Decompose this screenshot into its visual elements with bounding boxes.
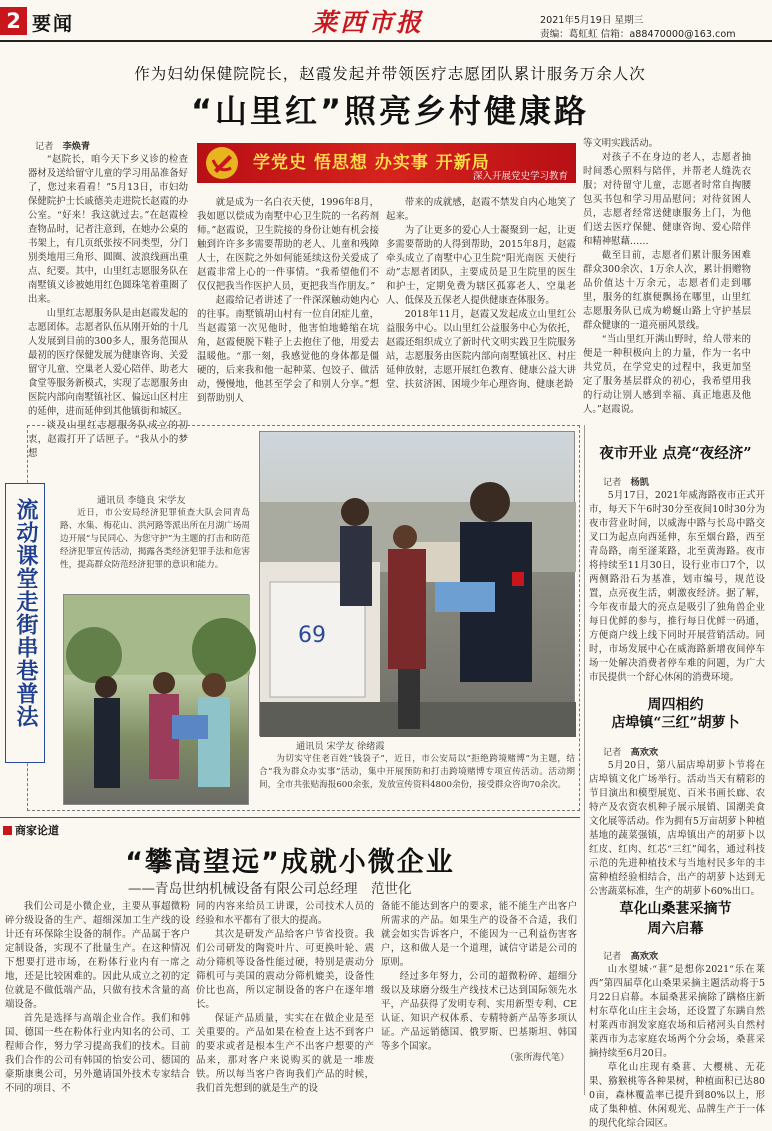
caption2-text: 为切实守住老百姓“钱袋子”，近日，市公安局以“拒绝跨境赌博”为主题，结合“我为群众办实事”活动，集中开展预防和打击跨境赌博专项宣传活动。活动期间，全市共张贴海报600余张，发放宣传资料4800余份，接受群众咨询70余次。 — [259, 754, 575, 790]
party-emblem-icon — [205, 146, 239, 180]
date-line: 2021年5月19日 星期三 — [540, 15, 644, 26]
night-body: 5月17日，2021年威海路夜市正式开市，每天下午6时30分至夜间10时30分为夜市营业时间，以威海中路与长岛中路交叉口为起点向西延伸，东至烟台路，西至青岛路，南至滏莱路，北至黄海路。夜市将持续至11月30日，设行业市口7个，以两侧路沿石为基准，划市编号，规范设置，点亮夜生活，刺激夜经济。据了解，今年夜市最大的亮点是吸引了独角兽企业每日优鲜的参与，推行每日优鲜一码通，方便商户线上线下同时开展营销活动。同时，市场发展中心在威海路新增夜间停车场一处解决消费者停车难的问题，为广大市民提供一个舒心休闲的消费环境。 — [589, 490, 765, 683]
feature-title-text: 流动课堂走街串巷普法 — [13, 498, 39, 728]
business-col-3: 备能不能达到客户的要求，能不能生产出客户所需求的产品。如果生产的设备不合适，我们就会如实告诉客户，不能因为一己利益伤害客户，这和做人是一个道理，诚信守诺是公司的原则。 经过多年努力，公司的超微粉碎、超细分级以及球磨分级生产线技术已达到国际领先水平，产品获得了发明专利、实用新型专利、CE认证、知识产权体系、专精特新产品等多项认证。产品远销德国、俄罗斯、巴基斯坦、韩国等多个国家。 — [381, 901, 577, 1052]
business-section-label: 商家论道 — [3, 822, 59, 838]
banner-main-text: 学党史 悟思想 办实事 开新局 — [253, 153, 490, 173]
caption1-credit: 通讯员 李缝良 宋学友 — [97, 495, 186, 506]
lead-kicker: 作为妇幼保健院院长，赵霞发起并带领医疗志愿团队累计服务万余人次 — [134, 65, 646, 83]
masthead-rule — [0, 40, 772, 42]
business-sign: （张所海代笔） — [505, 1052, 570, 1063]
business-col-2: 同的内容来给员工讲课，公司技术人员的经验和水平都有了很大的提高。 其次是研发产品给客户节省投资。我们公司研发的陶瓷叶片、可更换叶轮、震动分筛机等设备性能过硬，特别是震动分筛机可与美国的震动分筛机媲美，设备性价比也高，所以定制设备的客户在逐年增长。 保证产品质量，实实在在做企业是至关重要的。产品如果在检查上达不到客户的要求或者是根本生产不出客户想要的产品来，那对客户来说购买的就是一堆废铁。所以每当客户咨询我们产品的时候，我们首先想到的就是生产的设 — [196, 901, 374, 1094]
section-square-icon — [3, 826, 12, 835]
business-headline: “攀高望远”成就小微企业 — [125, 847, 455, 878]
night-byline: 记者 杨凯 — [603, 477, 649, 488]
van-plate-text: 69 — [298, 623, 326, 648]
lead-byline: 记者 李焕青 — [35, 141, 91, 152]
caption2-credit: 通讯员 宋学友 徐绪霞 — [296, 741, 385, 752]
feature-photo-left — [63, 594, 249, 805]
page-number-box: 2 — [0, 7, 27, 35]
berry-headline-2: 周六启幕 — [647, 921, 704, 937]
feature-photo-right — [259, 431, 575, 736]
berry-body: 山水望城·“葚”是想你2021“乐在莱西”第四届草化山桑果采摘主题活动将于5月22日启幕。本届桑葚采摘除了蹒格庄新村东草化山庄主会场，还设置了东蹒自然村莱西市润发家庭农场和后褚河头自然村莱西市为志家庭农场两个分会场，桑葚采摘持续至6月20日。 草化山庄现有桑葚、大樱桃、无花果、猕猴桃等各种果树，种植面积已达800亩，森林覆盖率已提升到80%以上，形成了集种植、休闲观光、品牌生产于一体的现代化综合园区。 — [589, 964, 765, 1129]
banner-sub-text: 深入开展党史学习教育 — [472, 171, 568, 182]
berry-headline-1: 草化山桑葚采摘节 — [619, 901, 732, 917]
caption1-text: 近日，市公安局经济犯罪侦查大队会同青岛路、水集、梅花山、洪河路等派出所在月湖广场周边开展“与民同心、为您守护”为主题的打击和防范经济犯罪宣传活动，揭露各类经济犯罪手法和危害性，提高群众防范经济犯罪的意识和能力。 — [60, 508, 250, 570]
business-col-1: 我们公司是小微企业，主要从事超微粉碎分级设备的生产、超细深加工生产线的设计还有环保除尘设备的制作。产品属于客户定制设备，实现不了批量生产。在这种情况下想要打进市场，在粉体行业内有一席之地，还是比较困难的。因此从成立之初的定位就是不做低端产品，只做有技术含量的高端设备。 首先是选择与高端企业合作。我们和韩国、德国一些在粉体行业内知名的公司、工程师合作，努力学习提高我们的技术。目前我们合作的公司有韩国的怡安公司、德国的豪斯康奥公司，另外邀请国外技术专家结合不同的项目、不 — [5, 901, 190, 1094]
carrot-headline-1: 周四相约 — [647, 697, 704, 713]
carrot-headline-2: 店埠镇“三红”胡萝卜 — [611, 715, 740, 731]
lead-headline: “山里红”照亮乡村健康路 — [190, 92, 590, 130]
carrot-byline: 记者 高欢欢 — [603, 747, 659, 758]
lead-col-2: 就是成为一名白衣天使，1996年8月，我如愿以偿成为南墅中心卫生院的一名药剂师。”赵霞说，卫生院接的身份让她有机会接触到许许多多需要帮助的老人、儿童和残障人士，在医院之外如何能延续这份关爱成了赵霞非常上心的一件事情。“我希望他们不仅仅把我当作医护人员，更把我当作朋友。” 赵霞给记者讲述了一件深深触动她内心的往事。南墅镇胡山村有一位自闭症儿童，当赵霞第一次见他时，他害怕地蜷缩在坑角，赵霞便脱下鞋子上去抱住了他，用爱去温暖他。“那一刻，我感觉他的身体都是僵硬的，后来我和他一起种菜、包饺子、做活动，慢慢地，他甚至学会了和别人分享。”想到帮助别人 — [197, 197, 379, 404]
section-name: 要闻 — [32, 13, 75, 35]
right-column-divider — [584, 425, 585, 1095]
business-subhead: ——青岛世纳机械设备有限公司总经理 范世化 — [128, 881, 412, 897]
party-history-banner — [197, 143, 576, 183]
lead-col-1: “赵院长，咱今天下乡义诊的检查器材及送给留守儿童的学习用品准备好了，您过来看看！”5月13日，市妇幼保健院护士长戚德美走进院长赵霞的办公室。“好来！我这就过去。”在赵霞检查物品时，记者注意到，在她办公桌的书架上，有几页纸张按不同类型，分门别类地用三角形、圆圈、波浪线画出重点、纪要。其中，山里红志愿服务队在南墅镇义诊被她用红色圆珠笔着重圈了出来。 山里红志愿服务队是由赵霞发起的志愿团体。志愿者队伍从刚开始的十几人发展到目前的300多人，服务范围从最初的医疗保健发展为健康咨询、关爱留守儿童、空巢老人爱心陪伴、助老大食堂等服务新模式，实现了志愿服务由医院内部向南墅镇社区、偏远山区村庄的延伸，进而延伸到其他镇街和城区。 谈及山里红志愿服务队成立的初衷，赵霞打开了话匣子。“我从小的梦想 — [28, 154, 188, 459]
editor-line: 责编：葛虹虹 信箱：a88470000@163.com — [540, 29, 736, 40]
night-headline: 夜市开业 点亮“夜经济” — [599, 445, 752, 462]
carrot-body: 5月20日，第八届店埠胡萝卜节将在店埠镇文化广场举行。活动当天有精彩的节目演出和模型展览、百米书画长廊、农特产及农资农机种子展示展销、国潮美食文化展等活动。作为拥有5万亩胡萝卜种植基地的蔬菜强镇，店埠镇出产的胡萝卜以红皮、红肉、红芯“三红”闻名，通过科技示范的先进种植技术与当地村民多年的丰富种植经验相结合，出产的胡萝卜达到无公害蔬菜标准，生产的胡萝卜60%出口。 — [589, 760, 765, 897]
paper-logo: 莱西市报 — [312, 8, 425, 37]
lead-col-3: 带来的成就感，赵霞不禁发自内心地笑了起来。 为了让更多的爱心人士凝聚到一起，让更多需要帮助的人得到帮助，2015年8月，赵霞牵头成立了南墅中心卫生院“阳光南医 天使行动”志愿者团队，主要成员是卫生院里的医生和护士，定期免费为辖区孤寡老人、空巢老人、低保及五保老人提供健康查体服务。 2018年11月，赵霞又发起成立山里红公益服务中心。以山里红公益服务中心为依托，赵霞还组织成立了新时代文明实践卫生院服务站，志愿服务由医院内部向南墅镇社区、村庄延伸放射，志愿开展红色教育、健康公益大讲堂、扶贫济困、困境少年心理咨询、健康老龄 — [386, 197, 576, 390]
lead-col-4: 等文明实践活动。 对孩子不在身边的老人，志愿者抽时间悉心照料与陪伴，并帮老人缝洗衣服；对待留守儿童，志愿者时常自掏腰包买书包和学习用品慰问；对待贫困人员，志愿者经常送健康服务上门，为他们送去医疗保健、健康咨询、爱心陪伴和精神慰藉…… 截至目前，志愿者们累计服务困难群众300余次、1万余人次，累计捐赠物品价值达十万余元，志愿者们走到哪里，服务的红旗便飘扬在哪里，山里红志愿服务队已成为崂蜒山路上守护基层群众健康的一道亮丽风景线。 “当山里红开满山野时，给人带来的便是一种积极向上的力量，作为一名中共党员，在学党史的过程中，我更加坚定了服务基层群众的初心，我希望用我的行动让别人感到幸福、真正地惠及他人。”赵霞说。 — [583, 138, 751, 415]
business-rule — [0, 817, 580, 818]
berry-byline: 记者 高欢欢 — [603, 951, 659, 962]
